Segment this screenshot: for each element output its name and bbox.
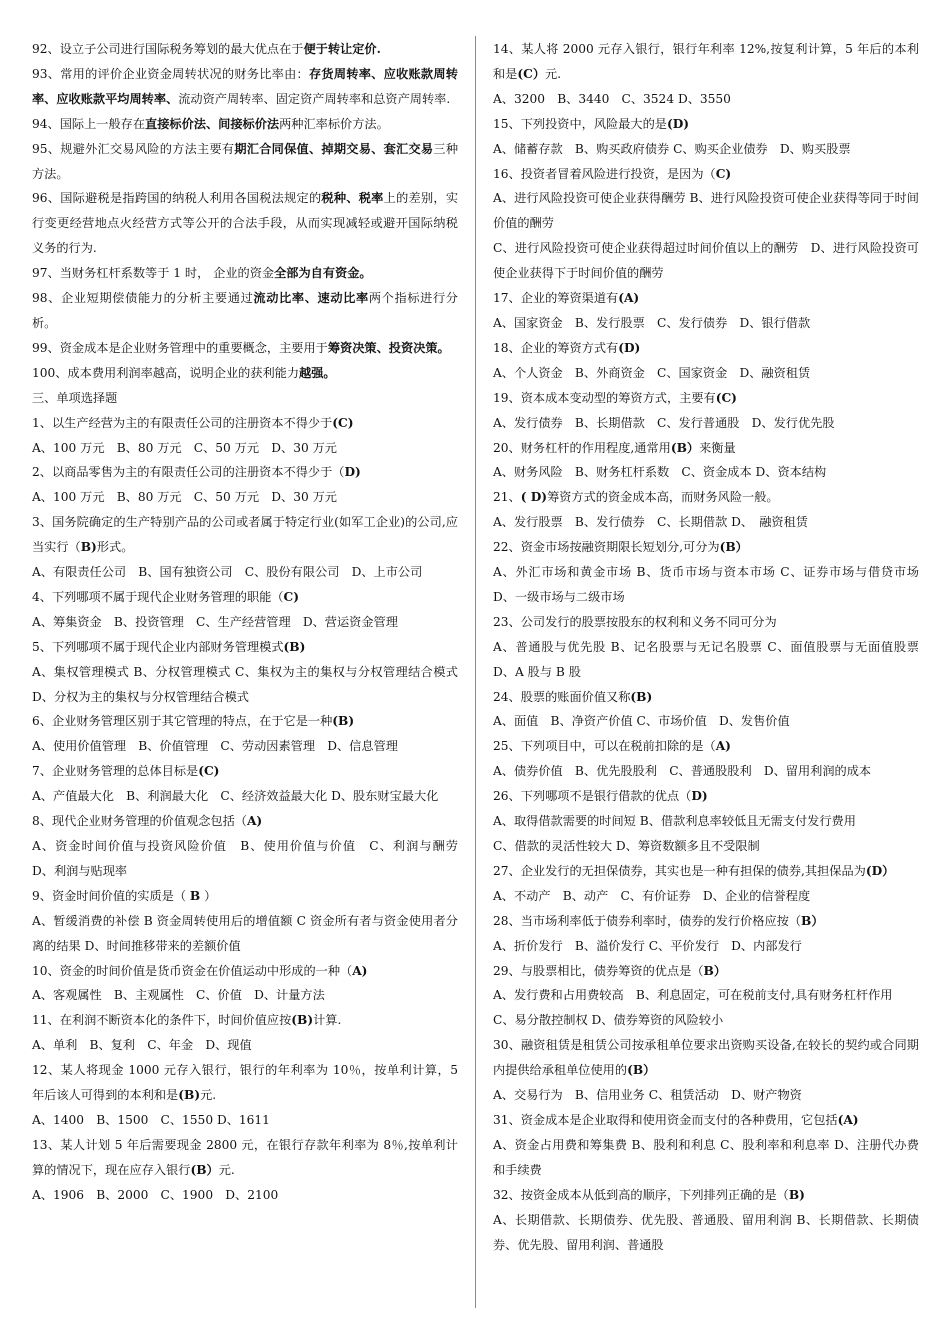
text-run: C、易分散控制权 D、债券筹资的风险较小 [493,1013,724,1028]
text-run: 来衡量 [699,440,736,455]
bold-answer: 流动比率、速动比率 [253,291,369,306]
bold-answer: B [189,888,201,903]
text-line [493,485,919,510]
text-run: 11、在利润不断资本化的条件下，时间价值应按 [32,1013,292,1028]
text-run: 7、企业财务管理的总体目标是 [32,764,199,779]
text-run: 26、下列哪项不是银行借款的优点（ [493,789,692,804]
bold-answer: A) [352,963,368,978]
bold-answer: (A) [618,291,640,306]
text-run: 9、资金时间价值的实质是（ [32,888,190,903]
text-run: 筹资方式的资金成本高，而财务风险一般。 [547,490,779,505]
text-run: 1、以生产经营为主的有限责任公司的注册资本不得少于 [32,415,333,430]
text-line [32,411,458,436]
text-line [32,560,458,585]
text-run: A、国家资金 B、发行股票 C、发行债券 D、银行借款 [493,315,811,330]
text-run: A、交易行为 B、信用业务 C、租赁活动 D、财产物资 [493,1088,802,1103]
bold-answer: D) [344,465,361,480]
bold-answer: 期汇合同保值、掉期交易、套汇交易 [234,141,434,156]
text-run: A、资金占用费和筹集费 B、股利和利息 C、股利率和利息率 D、注册代办费和手续费 [493,1137,919,1177]
text-run: A、面值 B、净资产价值 C、市场价值 D、发售价值 [493,714,790,729]
text-line [32,261,458,286]
text-line [493,361,919,386]
bold-answer: (B） [719,540,748,555]
text-line [493,460,919,485]
text-line [493,1008,919,1033]
text-run: A、使用价值管理 B、价值管理 C、劳动因素管理 D、信息管理 [32,739,398,754]
text-line [493,1208,919,1258]
text-run: 6、企业财务管理区别于其它管理的特点，在于它是一种 [32,714,333,729]
text-line [32,186,458,261]
bold-answer: 税种、税率 [321,191,384,206]
text-run: A、取得借款需要的时间短 B、借款利息率较低且无需支付发行费用 [493,814,856,829]
bold-answer: (C） [517,66,546,81]
text-run: 元. [218,1162,235,1177]
text-run: A、普通股与优先股 B、记名股票与无记名股票 C、面值股票与无面值股票 D、A 股与 B 股 [493,639,919,679]
text-run: 15、下列投资中，风险最大的是 [493,116,667,131]
bold-answer: (A) [837,1112,859,1127]
text-line [32,1108,458,1133]
text-line [493,1183,919,1208]
text-line [493,834,919,859]
bold-answer: 筹资决策、投资决策。 [327,340,450,355]
text-run: 24、股票的账面价值又称 [493,689,631,704]
text-run: A、储蓄存款 B、购买政府债券 C、购买企业债券 D、购买股票 [493,141,851,156]
text-line [32,112,458,137]
text-line [32,436,458,461]
text-line [32,909,458,959]
text-line [493,112,919,137]
text-line [493,909,919,934]
text-run: A、不动产 B、动产 C、有价证券 D、企业的信誉程度 [493,888,811,903]
text-run: 形式。 [96,540,134,555]
text-line [32,62,458,112]
bold-answer: (D） [865,863,895,878]
text-run: 19、资本成本变动型的筹资方式，主要有 [493,390,716,405]
text-line [32,1183,458,1208]
text-line [493,186,919,236]
text-run: 16、投资者冒着风险进行投资，是因为（ [493,166,716,181]
text-run: 14、某人将 2000 元存入银行，银行年利率 12%,按复利计算，5 年后的本利和是 [493,42,919,81]
text-run: 21、 [493,490,521,505]
text-run: A、100 万元 B、80 万元 C、50 万元 D、30 万元 [32,440,337,455]
text-run: 100、成本费用利润率越高，说明企业的获利能力 [32,365,300,380]
bold-answer: (B） [190,1162,219,1177]
text-run: A、债券价值 B、优先股股利 C、普通股股利 D、留用利润的成本 [493,764,872,779]
column-divider [475,36,476,1308]
text-run: A、筹集资金 B、投资管理 C、生产经营管理 D、营运资金管理 [32,614,398,629]
bold-answer: (B) [630,689,653,704]
bold-answer: (B） [670,440,700,455]
text-line [32,386,458,411]
text-run: A、个人资金 B、外商资金 C、国家资金 D、融资租赁 [493,365,811,380]
text-line [493,884,919,909]
text-run: 8、现代企业财务管理的价值观念包括（ [32,814,247,829]
text-line [493,162,919,187]
text-run: A、客观属性 B、主观属性 C、价值 D、计量方法 [32,988,325,1003]
text-line [493,959,919,984]
text-line [493,37,919,87]
text-run: 20、财务杠杆的作用程度,通常用 [493,440,671,455]
text-run: 30、融资租赁是租赁公司按承租单位要求出资购买设备,在较长的契约或合同期内提供给承租单位使用的 [493,1038,919,1078]
text-line [493,784,919,809]
text-run: 32、按资金成本从低到高的顺序，下列排列正确的是（ [493,1187,789,1202]
bold-answer: (B） [627,1063,656,1078]
text-line [493,311,919,336]
text-run: A、进行风险投资可使企业获得酬劳 B、进行风险投资可使企业获得等同于时间价值的酬劳 [493,191,919,231]
text-run: 25、下列项目中，可以在税前扣除的是（ [493,739,716,754]
text-run: A、外汇市场和黄金市场 B、货币市场与资本市场 C、证券市场与借贷市场 D、一级市场与二级市场 [493,565,919,604]
text-line [493,87,919,112]
text-line [493,809,919,834]
bold-answer: C) [283,589,299,604]
bold-answer: A) [246,814,263,829]
bold-answer: ( D) [520,490,548,505]
text-run: 三种方法。 [32,141,459,181]
text-line [493,734,919,759]
bold-answer: 存货周转率、应收账款周转率、应收账款平均周转率、 [32,66,458,106]
text-line [493,436,919,461]
text-run: A、折价发行 B、溢价发行 C、平价发行 D、内部发行 [493,938,802,953]
text-line [493,934,919,959]
text-run: A、单利 B、复利 C、年金 D、现值 [32,1038,252,1053]
text-run: 28、当市场利率低于债券利率时，债券的发行价格应按（ [493,913,802,928]
text-line [32,734,458,759]
text-line [493,1108,919,1133]
text-run: 22、资金市场按融资期限长短划分,可分为 [493,540,720,555]
text-run: A、1400 B、1500 C、1550 D、1611 [32,1112,270,1127]
text-run: 27、企业发行的无担保债券，其实也是一种有担保的债券,其担保品为 [493,863,866,878]
text-line [32,884,458,909]
text-line [32,460,458,485]
bold-answer: 全部为自有资金。 [274,266,372,281]
bold-answer: (C) [332,415,354,430]
text-run: 92、设立子公司进行国际税务筹划的最大优点在于 [32,42,304,56]
text-run: 97、当财务杠杆系数等于 1 时， 企业的资金 [32,266,275,281]
bold-answer: B) [788,1187,805,1202]
bold-answer: (D) [618,340,641,355]
text-run: 两个指标进行分析。 [32,291,458,330]
text-run: C、借款的灵活性较大 D、筹资数额多且不受限制 [493,839,760,853]
bold-answer: 便于转让定价. [303,42,381,56]
text-line [32,37,458,62]
bold-answer: B） [703,963,727,978]
text-line [493,560,919,610]
text-run: 流动资产周转率、固定资产周转率和总资产周转率. [178,91,451,106]
text-line [32,959,458,984]
text-line [493,386,919,411]
text-line [493,411,919,436]
text-run: 两种汇率标价方法。 [279,116,389,131]
text-line [32,137,458,187]
text-line [32,510,458,560]
text-line [493,137,919,162]
text-line [493,236,919,286]
text-line [32,983,458,1008]
text-run: 上的差别，实行变更经营地点火经营方式等公开的合法手段，从而实现减轻或避开国际纳税义务的行为. [32,191,459,256]
text-line [493,859,919,884]
text-run: A、3200 B、3440 C、3524 D、3550 [493,91,731,106]
text-run: 13、某人计划 5 年后需要现金 2800 元，在银行存款年利率为 8％,按单利计算的情况下，现在应存入银行 [32,1137,458,1177]
text-line [32,286,458,336]
text-run: A、发行费和占用费较高 B、利息固定，可在税前支付,具有财务杠杆作用 [493,988,893,1003]
text-run: ） [200,888,217,903]
text-line [493,510,919,535]
bold-answer: (B) [178,1088,201,1103]
text-line [32,485,458,510]
bold-answer: (D) [666,116,690,131]
text-run: A、长期借款、长期债券、优先股、普通股、留用利润 B、长期借款、长期债券、优先股、留用利润、普通股 [493,1212,919,1252]
text-run: A、财务风险 B、财务杠杆系数 C、资金成本 D、资本结构 [493,465,827,480]
text-line [32,585,458,610]
text-run: 5、下列哪项不属于现代企业内部财务管理模式 [32,639,284,654]
text-run: 2、以商品零售为主的有限责任公司的注册资本不得少于（ [32,465,345,480]
text-run: 3、国务院确定的生产特别产品的公司或者属于特定行业(如军工企业)的公司,应当实行（ [32,515,458,555]
text-run: A、发行债券 B、长期借款 C、发行普通股 D、发行优先股 [493,415,835,430]
text-line [32,1133,458,1183]
text-line [32,759,458,784]
bold-answer: (C) [715,390,737,405]
text-line [32,809,458,834]
text-run: 计算. [313,1013,342,1028]
text-line [493,1133,919,1183]
text-line [493,1033,919,1083]
bold-answer: B) [80,540,97,555]
text-line [32,1033,458,1058]
bold-answer: D) [691,789,708,804]
text-run: 93、常用的评价企业资金周转状况的财务比率由： [32,66,309,81]
right-column [493,37,919,1257]
bold-answer: 越强。 [299,365,336,380]
bold-answer: (B) [291,1013,314,1028]
text-line [493,1083,919,1108]
text-run: 元. [200,1088,217,1103]
text-run: 99、资金成本是企业财务管理中的重要概念，主要用于 [32,340,328,355]
text-line [32,336,458,361]
text-run: A、资金时间价值与投资风险价值 B、使用价值与价值 C、利润与酬劳 D、利润与贴现率 [32,839,471,878]
text-run: C、进行风险投资可使企业获得超过时间价值以上的酬劳 D、进行风险投资可使企业获得下于时间价值的酬劳 [493,241,919,281]
text-run: 17、企业的筹资渠道有 [493,291,619,306]
text-line [493,336,919,361]
text-run: 4、下列哪项不属于现代企业财务管理的职能（ [32,589,284,604]
text-line [32,709,458,734]
text-run: 29、与股票相比，债券筹资的优点是（ [493,963,704,978]
text-line [32,1008,458,1033]
text-line [32,361,458,386]
bold-answer: C) [715,166,732,181]
text-line [493,759,919,784]
left-column [32,37,471,1208]
text-line [32,834,471,884]
bold-answer: 直接标价法、间接标价法 [145,116,280,131]
text-run: A、暂缓消费的补偿 B 资金周转使用后的增值额 C 资金所有者与资金使用者分离的结果 D、时间推移带来的差额价值 [32,913,458,953]
text-run: 10、资金的时间价值是货币资金在价值运动中形成的一种（ [32,963,353,978]
text-line [493,685,919,710]
bold-answer: A) [715,739,731,754]
text-run: A、集权管理模式 B、分权管理模式 C、集权为主的集权与分权管理结合模式 D、分权为主的集权与分权管理结合模式 [32,664,458,704]
text-run: 三、单项选择题 [32,390,118,405]
text-line [493,610,919,635]
text-line [493,983,919,1008]
text-run: A、有限责任公司 B、国有独资公司 C、股份有限公司 D、上市公司 [32,565,423,580]
text-line [493,709,919,734]
text-run: 94、国际上一般存在 [32,116,146,131]
text-run: 98、企业短期偿债能力的分析主要通过 [32,291,254,306]
text-run: 元. [545,66,562,81]
text-run: 31、资金成本是企业取得和使用资金而支付的各种费用，它包括 [493,1112,838,1127]
text-run: A、100 万元 B、80 万元 C、50 万元 D、30 万元 [32,490,337,505]
text-line [32,784,458,809]
text-run: 18、企业的筹资方式有 [493,340,619,355]
text-line [32,1058,458,1108]
text-run: 23、公司发行的股票按股东的权利和义务不同可分为 [493,614,777,629]
bold-answer: B） [801,913,824,928]
text-line [493,286,919,311]
text-line [493,535,919,560]
text-line [32,610,458,635]
text-run: A、产值最大化 B、利润最大化 C、经济效益最大化 D、股东财宝最大化 [32,789,439,804]
text-line [32,660,458,710]
text-run: 12、某人将现金 1000 元存入银行，银行的年利率为 10％，按单利计算，5 年后该人可得到的本利和是 [32,1063,458,1103]
text-run: 96、国际避税是指跨国的纳税人利用各国税法规定的 [32,191,322,206]
bold-answer: (C) [198,764,220,779]
text-run: A、1906 B、2000 C、1900 D、2100 [32,1187,279,1202]
text-run: A、发行股票 B、发行债券 C、长期借款 D、 融资租赁 [493,515,808,530]
bold-answer: (B) [332,714,355,729]
text-line [493,635,919,685]
text-run: 95、规避外汇交易风险的方法主要有 [32,141,235,156]
text-line [32,635,458,660]
bold-answer: (B) [283,639,306,654]
